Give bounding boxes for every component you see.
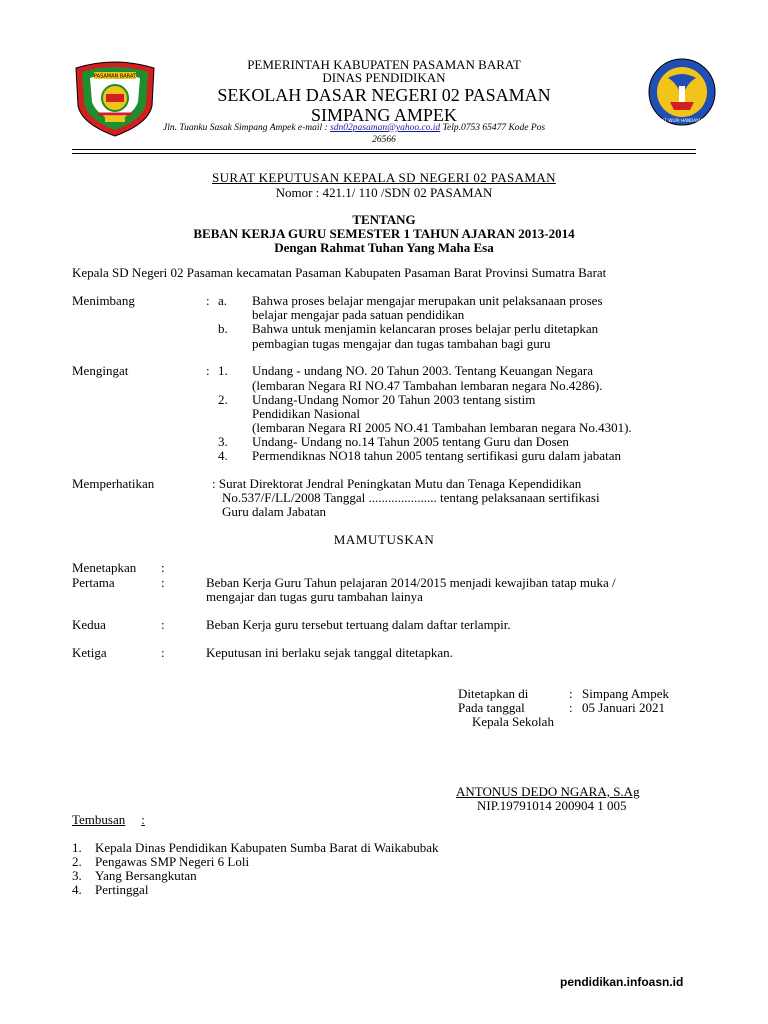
copies-marker: 3. <box>72 868 82 883</box>
decision-colon: : <box>161 617 165 632</box>
considering-colon: : <box>206 293 210 308</box>
decree-title: SURAT KEPUTUSAN KEPALA SD NEGERI 02 PASAMAN <box>212 170 556 185</box>
decision-heading: MAMUTUSKAN <box>333 532 435 547</box>
list-marker: a. <box>218 293 228 308</box>
decree-number: Nomor : 421.1/ 110 /SDN 02 PASAMAN <box>275 185 493 200</box>
school-email-link[interactable]: sdn02pasaman@yahoo.co.id <box>330 123 441 133</box>
copies-label-text: Tembusan <box>72 812 126 827</box>
decision-label: Ketiga <box>72 645 107 660</box>
school-name-line-1: SEKOLAH DASAR NEGERI 02 PASAMAN <box>217 85 551 105</box>
intro-paragraph: Kepala SD Negeri 02 Pasaman kecamatan Pasaman Kabupaten Pasaman Barat Provinsi Sumatra Barat <box>72 265 607 280</box>
postal-code: 26566 <box>372 135 396 145</box>
copies-marker: 4. <box>72 882 82 897</box>
decision-text: mengajar dan tugas guru tambahan lainya <box>206 589 423 604</box>
copies-colon: : <box>141 812 145 827</box>
copies-label <box>72 812 145 828</box>
signatory-name: ANTONUS DEDO NGARA, S.Ag <box>456 784 640 799</box>
recalling-label: Mengingat <box>72 363 129 378</box>
decision-colon: : <box>161 575 165 590</box>
date-value: 05 Januari 2021 <box>582 700 666 715</box>
noting-line: No.537/F/LL/2008 Tanggal ..................... tentang pelaksanaan sertifikasi <box>222 490 600 505</box>
list-marker: 4. <box>218 448 228 463</box>
copies-marker: 2. <box>72 854 82 869</box>
list-marker: 2. <box>218 392 228 407</box>
government-name: PEMERINTAH KABUPATEN PASAMAN BARAT <box>247 57 521 72</box>
copies-item: Pengawas SMP Negeri 6 Loli <box>95 854 250 869</box>
establishing-colon: : <box>161 560 165 575</box>
decision-label: Pertama <box>72 575 115 590</box>
noting-line: Guru dalam Jabatan <box>222 504 326 519</box>
school-address <box>163 123 545 133</box>
list-item-line: Bahwa untuk menjamin kelancaran proses belajar perlu ditetapkan <box>252 321 599 336</box>
blessing-line: Dengan Rahmat Tuhan Yang Maha Esa <box>274 240 494 255</box>
list-item-line: Permendiknas NO18 tahun 2005 tentang sertifikasi guru dalam jabatan <box>252 448 621 463</box>
decision-colon: : <box>161 645 165 660</box>
signatory-nip: NIP.19791014 200904 1 005 <box>477 798 627 813</box>
place-label: Ditetapkan di <box>458 686 529 701</box>
list-item-line: Undang - undang NO. 20 Tahun 2003. Tentang Keuangan Negara <box>252 363 594 378</box>
considering-label: Menimbang <box>72 293 135 308</box>
list-item-line: Undang- Undang no.14 Tahun 2005 tentang Guru dan Dosen <box>252 434 569 449</box>
list-item-line: Undang-Undang Nomor 20 Tahun 2003 tentang sistim <box>252 392 536 407</box>
noting-label: Memperhatikan <box>72 476 155 491</box>
list-marker: 1. <box>218 363 228 378</box>
date-label: Pada tanggal <box>458 700 525 715</box>
logo-motto: TUT WURI HANDAYANI <box>658 118 706 123</box>
list-marker: b. <box>218 321 228 336</box>
address-suffix: Telp.0753 65477 Kode Pos <box>442 123 546 133</box>
establishing-label: Menetapkan <box>72 560 137 575</box>
list-marker: 3. <box>218 434 228 449</box>
footer-source-link[interactable]: pendidikan.infoasn.id <box>560 975 684 989</box>
place-value: Simpang Ampek <box>582 686 670 701</box>
logo-caption: PASAMAN BARAT <box>93 73 137 80</box>
copies-item: Yang Bersangkutan <box>95 868 197 883</box>
letterhead-divider-thin <box>72 153 696 154</box>
decision-text: Keputusan ini berlaku sejak tanggal ditetapkan. <box>206 645 453 660</box>
list-item-line: Bahwa proses belajar mengajar merupakan unit pelaksanaan proses <box>252 293 603 308</box>
list-item-line: Pendidikan Nasional <box>252 406 360 421</box>
copies-item: Kepala Dinas Pendidikan Kabupaten Sumba Barat di Waikabubak <box>95 840 439 855</box>
letterhead-divider <box>72 149 696 150</box>
recalling-colon: : <box>206 363 210 378</box>
decision-text: Beban Kerja guru tersebut tertuang dalam daftar terlampir. <box>206 617 511 632</box>
copies-item: Pertinggal <box>95 882 149 897</box>
list-item-line: (lembaran Negara RI NO.47 Tambahan lembaran negara No.4286). <box>252 378 603 393</box>
list-item-line: (lembaran Negara RI 2005 NO.41 Tambahan lembaran negara No.4301). <box>252 420 632 435</box>
decision-text: Beban Kerja Guru Tahun pelajaran 2014/2015 menjadi kewajiban tatap muka / <box>206 575 616 590</box>
list-item-line: pembagian tugas mengajar dan tugas tambahan bagi guru <box>252 336 551 351</box>
department-name: DINAS PENDIDIKAN <box>322 70 446 85</box>
list-item-line: belajar mengajar pada satuan pendidikan <box>252 307 465 322</box>
date-colon: : <box>569 700 573 715</box>
school-name-line-2: SIMPANG AMPEK <box>311 105 457 125</box>
decision-label: Kedua <box>72 617 106 632</box>
copies-marker: 1. <box>72 840 82 855</box>
place-colon: : <box>569 686 573 701</box>
address-prefix: Jln. Tuanku Sasak Simpang Ampek e-mail : <box>163 123 328 133</box>
decree-subject: BEBAN KERJA GURU SEMESTER 1 TAHUN AJARAN 2013-2014 <box>193 226 575 241</box>
noting-line: : Surat Direktorat Jendral Peningkatan Mutu dan Tenaga Kependidikan <box>212 476 582 491</box>
about-heading: TENTANG <box>352 212 416 227</box>
signatory-role: Kepala Sekolah <box>472 714 554 729</box>
